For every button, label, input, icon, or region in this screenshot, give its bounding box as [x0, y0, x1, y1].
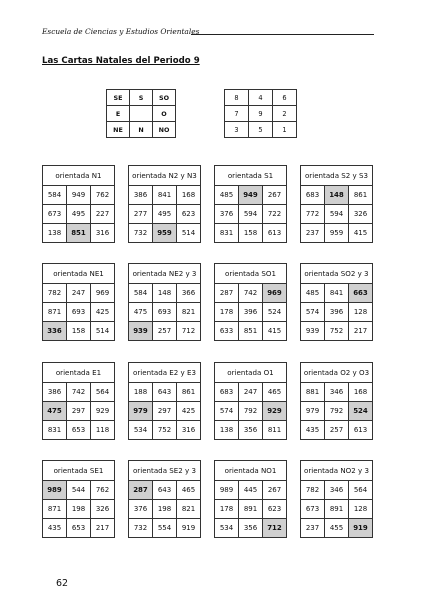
- chart-cell: 693: [153, 303, 177, 322]
- chart-cell: 386: [43, 383, 67, 402]
- chart-row: [301, 322, 373, 341]
- chart-row: [129, 284, 201, 303]
- direction-cell: O: [153, 106, 176, 122]
- chart-cell: 742: [239, 284, 263, 303]
- chart-row: [43, 224, 115, 243]
- chart-cell: 425: [91, 303, 115, 322]
- chart-cell: 277: [129, 205, 153, 224]
- chart-cell: 959: [153, 224, 177, 243]
- chart-cell: 742: [67, 383, 91, 402]
- chart-cell: 821: [177, 303, 201, 322]
- chart-cell: 594: [239, 205, 263, 224]
- chart-cell: 168: [349, 383, 373, 402]
- number-cell: 9: [249, 106, 273, 122]
- number-cell: 8: [225, 90, 249, 106]
- chart-cell: 623: [263, 500, 287, 519]
- chart-cell: 989: [43, 481, 67, 500]
- number-row: [225, 122, 297, 138]
- chart-cell: 316: [177, 421, 201, 440]
- chart-row: [43, 322, 115, 341]
- chart-cell: 821: [177, 500, 201, 519]
- chart-cell: 653: [67, 421, 91, 440]
- chart-cell: 227: [91, 205, 115, 224]
- chart-cell: 257: [153, 322, 177, 341]
- chart-cell: 376: [129, 500, 153, 519]
- chart-row: [43, 284, 115, 303]
- chart-cell: 752: [325, 322, 349, 341]
- chart-title: orientada E1: [43, 363, 115, 383]
- natal-chart: [128, 362, 201, 440]
- chart-row: [43, 186, 115, 205]
- chart-row: [129, 519, 201, 538]
- chart-row: [215, 205, 287, 224]
- number-cell: 1: [273, 122, 297, 138]
- chart-cell: 415: [263, 322, 287, 341]
- chart-title: orientada S1: [215, 166, 287, 186]
- chart-cell: 939: [129, 322, 153, 341]
- chart-title: orientada O2 y O3: [301, 363, 373, 383]
- chart-cell: 841: [325, 284, 349, 303]
- chart-row: [215, 500, 287, 519]
- chart-row: [215, 186, 287, 205]
- chart-row: [43, 402, 115, 421]
- chart-cell: 861: [177, 383, 201, 402]
- chart-cell: 158: [239, 224, 263, 243]
- chart-cell: 831: [43, 421, 67, 440]
- chart-cell: 762: [91, 186, 115, 205]
- chart-cell: 326: [349, 205, 373, 224]
- chart-cell: 386: [129, 186, 153, 205]
- chart-cell: 613: [263, 224, 287, 243]
- chart-row: [301, 303, 373, 322]
- chart-title: orientada NE1: [43, 264, 115, 284]
- natal-chart: [300, 460, 373, 538]
- chart-cell: 881: [301, 383, 325, 402]
- chart-cell: 712: [177, 322, 201, 341]
- chart-cell: 128: [349, 303, 373, 322]
- chart-title: orientada O1: [215, 363, 287, 383]
- chart-row: [215, 519, 287, 538]
- chart-cell: 198: [67, 500, 91, 519]
- chart-cell: 643: [153, 481, 177, 500]
- chart-cell: 762: [91, 481, 115, 500]
- natal-chart: [214, 460, 287, 538]
- chart-row: [215, 284, 287, 303]
- chart-cell: 564: [349, 481, 373, 500]
- chart-cell: 188: [129, 383, 153, 402]
- natal-chart: [300, 165, 373, 243]
- chart-cell: 871: [43, 500, 67, 519]
- chart-cell: 792: [239, 402, 263, 421]
- chart-cell: 267: [263, 186, 287, 205]
- direction-grid: [106, 89, 176, 138]
- chart-cell: 396: [239, 303, 263, 322]
- chart-row: [215, 322, 287, 341]
- chart-cell: 247: [67, 284, 91, 303]
- chart-cell: 148: [153, 284, 177, 303]
- running-header: Escuela de Ciencias y Estudios Orientales: [42, 27, 200, 36]
- chart-row: [129, 186, 201, 205]
- chart-cell: 613: [349, 421, 373, 440]
- chart-title: orientada N2 y N3: [129, 166, 201, 186]
- chart-cell: 475: [129, 303, 153, 322]
- direction-cell: [130, 106, 153, 122]
- chart-cell: 495: [67, 205, 91, 224]
- chart-cell: 178: [215, 303, 239, 322]
- chart-row: [43, 519, 115, 538]
- chart-row: [129, 500, 201, 519]
- chart-cell: 969: [91, 284, 115, 303]
- chart-cell: 653: [67, 519, 91, 538]
- chart-cell: 673: [43, 205, 67, 224]
- number-row: [225, 106, 297, 122]
- chart-cell: 929: [263, 402, 287, 421]
- chart-title: orientada SO1: [215, 264, 287, 284]
- number-cell: 4: [249, 90, 273, 106]
- chart-cell: 237: [301, 519, 325, 538]
- chart-cell: 683: [215, 383, 239, 402]
- chart-cell: 495: [153, 205, 177, 224]
- chart-cell: 168: [177, 186, 201, 205]
- chart-cell: 128: [349, 500, 373, 519]
- chart-cell: 939: [301, 322, 325, 341]
- chart-row: [129, 481, 201, 500]
- number-cell: 5: [249, 122, 273, 138]
- natal-chart: [300, 362, 373, 440]
- chart-cell: 534: [129, 421, 153, 440]
- natal-chart: [300, 263, 373, 341]
- chart-row: [301, 224, 373, 243]
- chart-row: [301, 383, 373, 402]
- chart-row: [215, 402, 287, 421]
- chart-cell: 633: [215, 322, 239, 341]
- direction-cell: NE: [107, 122, 130, 138]
- chart-cell: 623: [177, 205, 201, 224]
- chart-row: [301, 500, 373, 519]
- direction-cell: NO: [153, 122, 176, 138]
- chart-cell: 683: [301, 186, 325, 205]
- chart-cell: 979: [301, 402, 325, 421]
- chart-cell: 979: [129, 402, 153, 421]
- direction-row: [107, 122, 176, 138]
- header-rule: [191, 34, 374, 35]
- chart-row: [43, 481, 115, 500]
- chart-cell: 949: [67, 186, 91, 205]
- number-cell: 3: [225, 122, 249, 138]
- chart-row: [43, 205, 115, 224]
- chart-cell: 376: [215, 205, 239, 224]
- chart-cell: 851: [67, 224, 91, 243]
- chart-title: orientada SO2 y 3: [301, 264, 373, 284]
- chart-cell: 989: [215, 481, 239, 500]
- chart-cell: 435: [301, 421, 325, 440]
- chart-cell: 574: [215, 402, 239, 421]
- chart-cell: 584: [43, 186, 67, 205]
- chart-cell: 366: [177, 284, 201, 303]
- chart-row: [301, 205, 373, 224]
- page-number: 62: [56, 578, 69, 589]
- chart-cell: 217: [91, 519, 115, 538]
- chart-cell: 949: [239, 186, 263, 205]
- chart-row: [129, 421, 201, 440]
- chart-cell: 465: [177, 481, 201, 500]
- number-row: [225, 90, 297, 106]
- chart-cell: 851: [239, 322, 263, 341]
- chart-cell: 514: [177, 224, 201, 243]
- natal-chart: [214, 263, 287, 341]
- chart-row: [43, 383, 115, 402]
- chart-row: [215, 421, 287, 440]
- chart-cell: 356: [239, 519, 263, 538]
- chart-cell: 584: [129, 284, 153, 303]
- chart-cell: 732: [129, 519, 153, 538]
- chart-cell: 891: [239, 500, 263, 519]
- chart-cell: 811: [263, 421, 287, 440]
- chart-cell: 247: [239, 383, 263, 402]
- chart-cell: 514: [91, 322, 115, 341]
- chart-cell: 287: [129, 481, 153, 500]
- chart-row: [215, 224, 287, 243]
- chart-cell: 316: [91, 224, 115, 243]
- chart-cell: 237: [301, 224, 325, 243]
- chart-cell: 712: [263, 519, 287, 538]
- chart-cell: 524: [349, 402, 373, 421]
- chart-cell: 138: [43, 224, 67, 243]
- chart-cell: 455: [325, 519, 349, 538]
- chart-cell: 524: [263, 303, 287, 322]
- chart-row: [215, 383, 287, 402]
- chart-cell: 435: [43, 519, 67, 538]
- chart-cell: 297: [153, 402, 177, 421]
- chart-cell: 346: [325, 383, 349, 402]
- chart-cell: 871: [43, 303, 67, 322]
- chart-cell: 732: [129, 224, 153, 243]
- chart-cell: 752: [153, 421, 177, 440]
- chart-row: [301, 186, 373, 205]
- chart-title: orientada NO2 y 3: [301, 461, 373, 481]
- direction-cell: SO: [153, 90, 176, 106]
- section-title: Las Cartas Natales del Periodo 9: [42, 56, 200, 66]
- chart-row: [43, 500, 115, 519]
- chart-title: orientada SE1: [43, 461, 115, 481]
- chart-title: orientada E2 y E3: [129, 363, 201, 383]
- chart-cell: 178: [215, 500, 239, 519]
- direction-cell: N: [130, 122, 153, 138]
- chart-cell: 465: [263, 383, 287, 402]
- chart-row: [129, 322, 201, 341]
- chart-cell: 425: [177, 402, 201, 421]
- chart-title: orientada NE2 y 3: [129, 264, 201, 284]
- chart-cell: 336: [43, 322, 67, 341]
- natal-chart: [214, 165, 287, 243]
- chart-row: [43, 303, 115, 322]
- chart-row: [301, 284, 373, 303]
- natal-chart: [42, 165, 115, 243]
- number-cell: 6: [273, 90, 297, 106]
- chart-cell: 772: [301, 205, 325, 224]
- chart-row: [129, 383, 201, 402]
- natal-chart: [128, 263, 201, 341]
- chart-title: orientada N1: [43, 166, 115, 186]
- chart-row: [215, 481, 287, 500]
- number-cell: 2: [273, 106, 297, 122]
- chart-cell: 534: [215, 519, 239, 538]
- chart-cell: 257: [325, 421, 349, 440]
- chart-cell: 485: [215, 186, 239, 205]
- direction-cell: E: [107, 106, 130, 122]
- chart-cell: 356: [239, 421, 263, 440]
- chart-row: [301, 421, 373, 440]
- chart-title: orientada SE2 y 3: [129, 461, 201, 481]
- chart-cell: 554: [153, 519, 177, 538]
- chart-cell: 217: [349, 322, 373, 341]
- chart-row: [129, 402, 201, 421]
- chart-title: orientada S2 y S3: [301, 166, 373, 186]
- chart-cell: 118: [91, 421, 115, 440]
- chart-cell: 574: [301, 303, 325, 322]
- chart-row: [215, 303, 287, 322]
- chart-cell: 287: [215, 284, 239, 303]
- chart-cell: 396: [325, 303, 349, 322]
- chart-cell: 158: [67, 322, 91, 341]
- natal-chart: [214, 362, 287, 440]
- chart-cell: 831: [215, 224, 239, 243]
- chart-cell: 929: [91, 402, 115, 421]
- natal-chart: [128, 165, 201, 243]
- chart-cell: 782: [301, 481, 325, 500]
- chart-cell: 346: [325, 481, 349, 500]
- chart-cell: 445: [239, 481, 263, 500]
- natal-chart: [128, 460, 201, 538]
- chart-cell: 782: [43, 284, 67, 303]
- natal-chart: [42, 263, 115, 341]
- chart-row: [301, 481, 373, 500]
- chart-cell: 673: [301, 500, 325, 519]
- chart-row: [129, 205, 201, 224]
- number-cell: 7: [225, 106, 249, 122]
- natal-chart: [42, 362, 115, 440]
- chart-cell: 643: [153, 383, 177, 402]
- chart-cell: 594: [325, 205, 349, 224]
- chart-row: [129, 224, 201, 243]
- chart-cell: 198: [153, 500, 177, 519]
- chart-cell: 693: [67, 303, 91, 322]
- chart-cell: 919: [349, 519, 373, 538]
- chart-row: [43, 421, 115, 440]
- chart-cell: 861: [349, 186, 373, 205]
- direction-cell: SE: [107, 90, 130, 106]
- chart-cell: 663: [349, 284, 373, 303]
- chart-cell: 792: [325, 402, 349, 421]
- chart-cell: 722: [263, 205, 287, 224]
- chart-cell: 267: [263, 481, 287, 500]
- chart-cell: 919: [177, 519, 201, 538]
- chart-cell: 475: [43, 402, 67, 421]
- chart-row: [129, 303, 201, 322]
- chart-cell: 544: [67, 481, 91, 500]
- chart-cell: 959: [325, 224, 349, 243]
- direction-cell: S: [130, 90, 153, 106]
- chart-row: [301, 402, 373, 421]
- chart-cell: 326: [91, 500, 115, 519]
- chart-cell: 891: [325, 500, 349, 519]
- direction-row: [107, 106, 176, 122]
- chart-row: [301, 519, 373, 538]
- chart-cell: 564: [91, 383, 115, 402]
- chart-cell: 297: [67, 402, 91, 421]
- chart-cell: 415: [349, 224, 373, 243]
- chart-cell: 138: [215, 421, 239, 440]
- chart-cell: 969: [263, 284, 287, 303]
- direction-row: [107, 90, 176, 106]
- number-grid: [224, 89, 297, 138]
- chart-title: orientada NO1: [215, 461, 287, 481]
- chart-cell: 485: [301, 284, 325, 303]
- chart-cell: 841: [153, 186, 177, 205]
- chart-cell: 148: [325, 186, 349, 205]
- natal-chart: [42, 460, 115, 538]
